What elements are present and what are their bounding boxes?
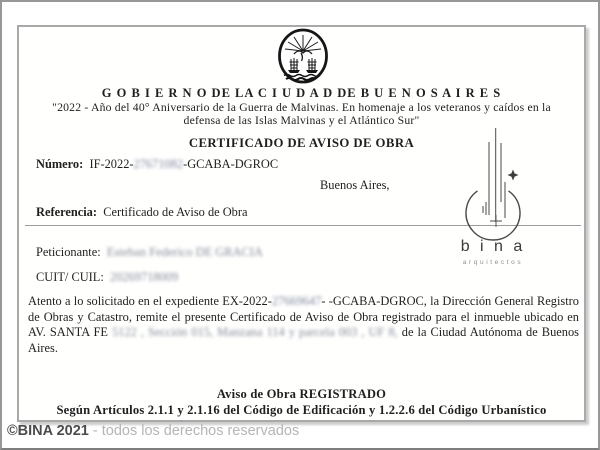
- paragraph-text-3: de la Ciudad Autónoma de Buenos Aires.: [28, 325, 579, 355]
- numero-suffix: -GCABA-DGROC: [183, 157, 279, 171]
- motto-line-2: defensa de las Islas Malvinas y el Atlántico Sur": [183, 114, 420, 127]
- motto-line-1: "2022 - Año del 40° Aniversario de la Guerra de Malvinas. En homenaje a los veteranos y caídos en la: [52, 101, 551, 114]
- certificate-page: [17, 25, 586, 422]
- registered-line-2: Según Artículos 2.1.1 y 2.1.16 del Código de Edificación y 1.2.2.6 del Código Urbanístico: [56, 403, 547, 417]
- registered-line-1: Aviso de Obra REGISTRADO: [216, 387, 387, 401]
- body-paragraph: [28, 294, 579, 356]
- referencia-label: Referencia:: [36, 205, 98, 219]
- numero-redacted-value: 27671082: [133, 157, 184, 171]
- peticionante-label: Peticionante:: [36, 245, 101, 259]
- bina-brand-text: b i n a: [460, 238, 526, 255]
- cuit-row: [36, 270, 178, 285]
- address-redacted-value: 5122 , Sección 015, Manzana 114 y parcela 003 , UF 8,: [112, 325, 398, 340]
- numero-label: Número:: [36, 157, 84, 171]
- cuit-redacted-value: 20269718009: [110, 270, 179, 284]
- numero-prefix: IF-2022-: [89, 157, 134, 171]
- org-name: G O B I E R N O DE LA C I U D A D DE B U E N O S A I R E S: [101, 86, 502, 100]
- referencia-row: [36, 205, 248, 220]
- expediente-redacted-value: 27669647: [271, 294, 322, 308]
- cuit-label: CUIT/ CUIL:: [36, 270, 104, 284]
- peticionante-redacted-value: Esteban Federico DE GRACIA: [106, 245, 263, 259]
- referencia-value: Certificado de Aviso de Obra: [103, 205, 248, 219]
- copyright-text: - todos los derechos reservados: [92, 423, 300, 439]
- bina-arquitectos-logo: [433, 125, 553, 275]
- paragraph-text-1: Atento a lo solicitado en el expediente EX-2022-: [28, 294, 272, 308]
- document-title: CERTIFICADO DE AVISO DE OBRA: [188, 136, 415, 150]
- bina-subtitle-text: arquitectos: [462, 259, 524, 266]
- peticionante-row: [36, 245, 263, 260]
- gcba-crest-icon: [277, 28, 329, 84]
- copyright-bar: [7, 423, 299, 439]
- city-dateline: Buenos Aires,: [320, 178, 390, 192]
- copyright-brand: ©BINA 2021: [7, 423, 89, 439]
- numero-row: [36, 157, 278, 172]
- paragraph-text-2: - -GCABA-DGROC, la Dirección General Registro de Obras y Catastro, remite el presente Certificado de Aviso de Obra registrado para el inmueble ubicado en AV. SANTA FE: [28, 294, 580, 340]
